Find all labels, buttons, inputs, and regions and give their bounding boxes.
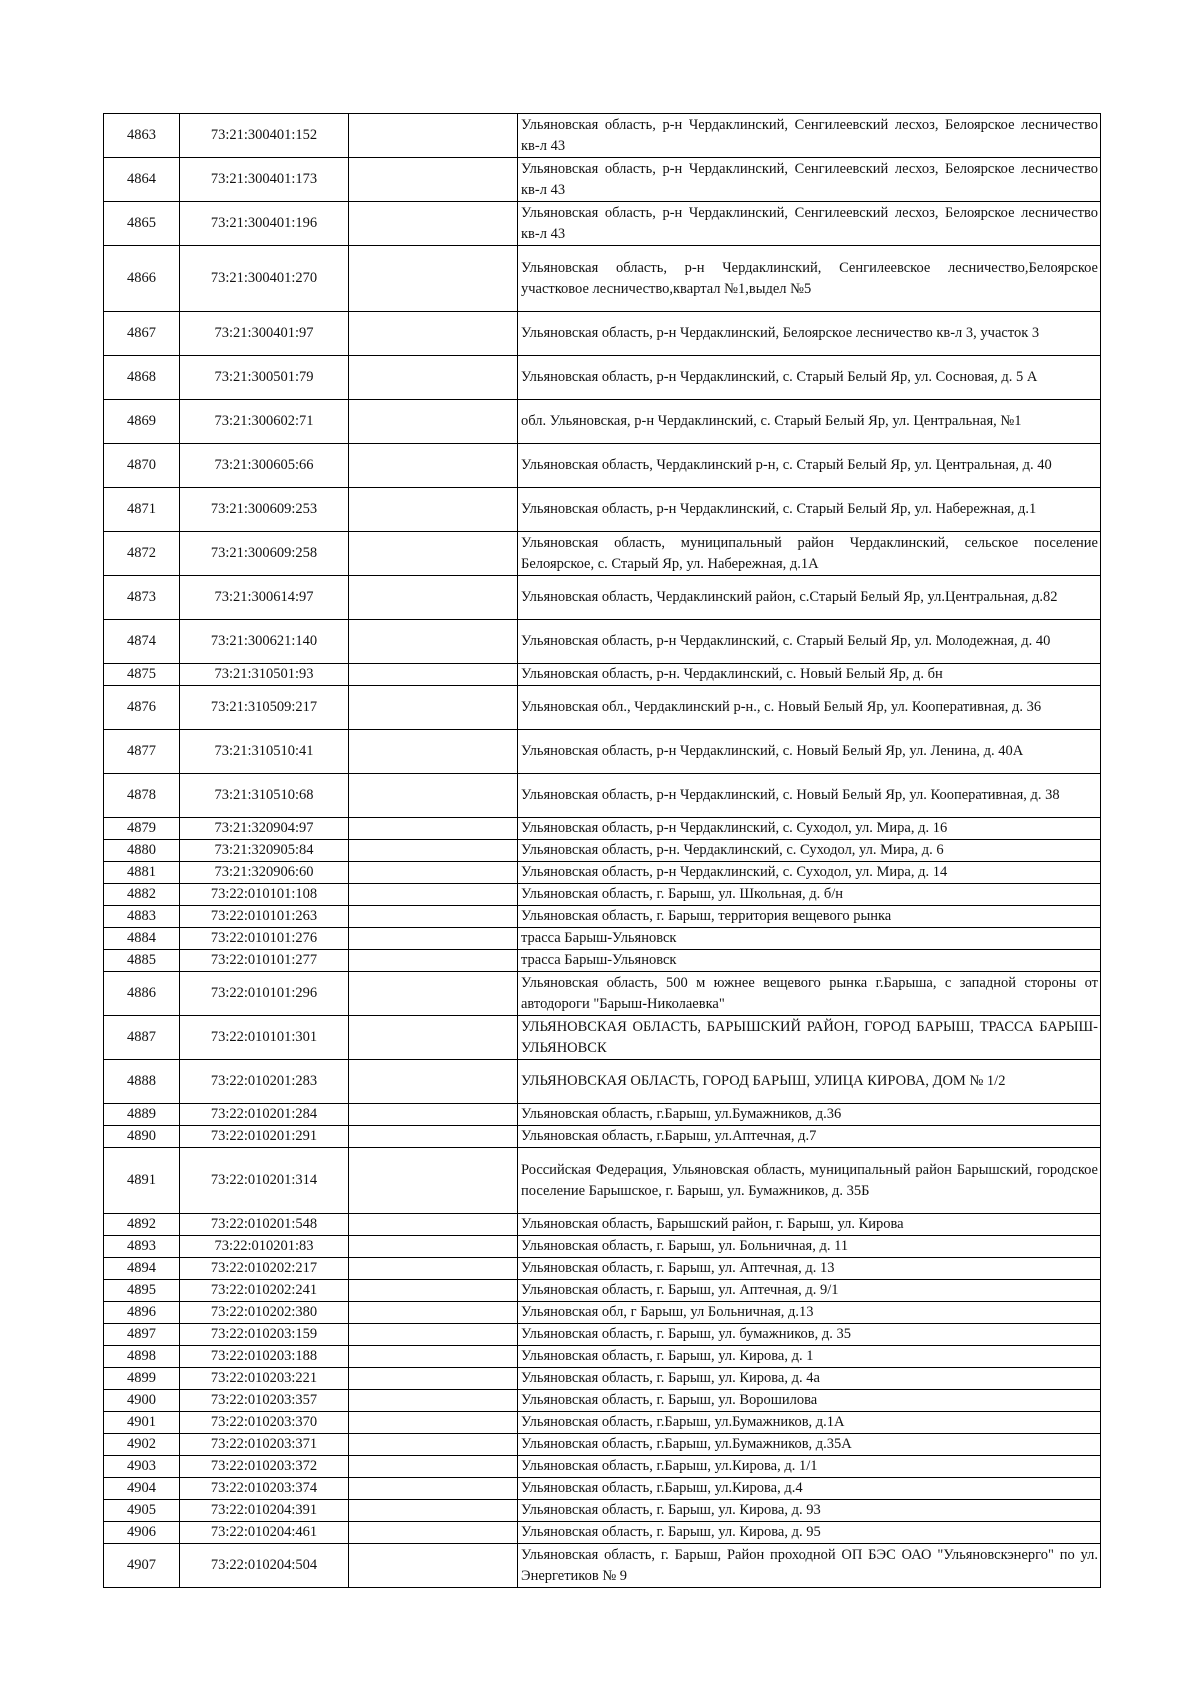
table-row (104, 1544, 1101, 1588)
row-number-cell: 4890 (104, 1126, 180, 1148)
cadastral-number-cell: 73:21:300401:152 (180, 114, 349, 158)
empty-cell (349, 620, 518, 664)
table-row (104, 1324, 1101, 1346)
cadastral-number-cell: 73:22:010101:301 (180, 1016, 349, 1060)
cadastral-number-cell: 73:21:300609:253 (180, 488, 349, 532)
row-number-cell: 4892 (104, 1214, 180, 1236)
table-row (104, 774, 1101, 818)
address-cell: Ульяновская область, г. Барыш, ул. Кирова, д. 95 (518, 1522, 1101, 1544)
address-cell: трасса Барыш-Ульяновск (518, 928, 1101, 950)
empty-cell (349, 1522, 518, 1544)
cadastral-number-cell: 73:21:310510:41 (180, 730, 349, 774)
address-cell: УЛЬЯНОВСКАЯ ОБЛАСТЬ, ГОРОД БАРЫШ, УЛИЦА КИРОВА, ДОМ № 1/2 (518, 1060, 1101, 1104)
row-number-cell: 4876 (104, 686, 180, 730)
row-number-cell: 4863 (104, 114, 180, 158)
address-cell: Ульяновская область, г. Барыш, ул. бумажников, д. 35 (518, 1324, 1101, 1346)
address-cell: Ульяновская область, г. Барыш, ул. Кирова, д. 1 (518, 1346, 1101, 1368)
table-row (104, 928, 1101, 950)
cadastral-number-cell: 73:21:300602:71 (180, 400, 349, 444)
address-cell: Ульяновская область, муниципальный район Чердаклинский, сельское поселение Белоярское, с. Старый Яр, ул. Набережная, д.1А (518, 532, 1101, 576)
empty-cell (349, 1390, 518, 1412)
address-cell: Ульяновская область, р-н Чердаклинский, Сенгилеевский лесхоз, Белоярское лесничество кв-л 43 (518, 158, 1101, 202)
empty-cell (349, 1456, 518, 1478)
cadastral-number-cell: 73:21:300609:258 (180, 532, 349, 576)
address-cell: Ульяновская область, р-н Чердаклинский, Сенгилеевский лесхоз, Белоярское лесничество кв-л 43 (518, 114, 1101, 158)
table-row (104, 1258, 1101, 1280)
address-cell: Ульяновская область, р-н Чердаклинский, Сенгилеевское лесничество,Белоярское участковое лесничество,квартал №1,выдел №5 (518, 246, 1101, 312)
cadastral-number-cell: 73:22:010203:374 (180, 1478, 349, 1500)
table-row (104, 1346, 1101, 1368)
table-row (104, 1016, 1101, 1060)
row-number-cell: 4885 (104, 950, 180, 972)
cadastral-number-cell: 73:22:010203:357 (180, 1390, 349, 1412)
row-number-cell: 4879 (104, 818, 180, 840)
table-row (104, 1500, 1101, 1522)
address-cell: Российская Федерация, Ульяновская область, муниципальный район Барышский, городское поселение Барышское, г. Барыш, ул. Бумажников, д. 35Б (518, 1148, 1101, 1214)
empty-cell (349, 202, 518, 246)
address-cell: Ульяновская область, р-н. Чердаклинский, с. Новый Белый Яр, д. бн (518, 664, 1101, 686)
address-cell: Ульяновская область, г.Барыш, ул.Аптечная, д.7 (518, 1126, 1101, 1148)
table-row (104, 1214, 1101, 1236)
address-cell: Ульяновская обл, г Барыш, ул Больничная, д.13 (518, 1302, 1101, 1324)
cadastral-number-cell: 73:22:010202:241 (180, 1280, 349, 1302)
row-number-cell: 4887 (104, 1016, 180, 1060)
empty-cell (349, 1280, 518, 1302)
row-number-cell: 4865 (104, 202, 180, 246)
row-number-cell: 4888 (104, 1060, 180, 1104)
cadastral-number-cell: 73:22:010201:283 (180, 1060, 349, 1104)
row-number-cell: 4864 (104, 158, 180, 202)
table-row (104, 906, 1101, 928)
row-number-cell: 4900 (104, 1390, 180, 1412)
row-number-cell: 4872 (104, 532, 180, 576)
row-number-cell: 4904 (104, 1478, 180, 1500)
cadastral-number-cell: 73:22:010203:371 (180, 1434, 349, 1456)
address-cell: Ульяновская область, р-н Чердаклинский, с. Суходол, ул. Мира, д. 16 (518, 818, 1101, 840)
table-row (104, 1060, 1101, 1104)
table-row (104, 532, 1101, 576)
empty-cell (349, 1324, 518, 1346)
row-number-cell: 4873 (104, 576, 180, 620)
address-cell: УЛЬЯНОВСКАЯ ОБЛАСТЬ, БАРЫШСКИЙ РАЙОН, ГОРОД БАРЫШ, ТРАССА БАРЫШ-УЛЬЯНОВСК (518, 1016, 1101, 1060)
empty-cell (349, 576, 518, 620)
row-number-cell: 4868 (104, 356, 180, 400)
address-cell: Ульяновская область, г.Барыш, ул.Бумажников, д.36 (518, 1104, 1101, 1126)
cadastral-number-cell: 73:22:010204:391 (180, 1500, 349, 1522)
row-number-cell: 4905 (104, 1500, 180, 1522)
empty-cell (349, 158, 518, 202)
empty-cell (349, 1258, 518, 1280)
cadastral-number-cell: 73:22:010203:372 (180, 1456, 349, 1478)
cadastral-number-cell: 73:22:010201:83 (180, 1236, 349, 1258)
empty-cell (349, 928, 518, 950)
table-row (104, 972, 1101, 1016)
address-cell: Ульяновская обл., Чердаклинский р-н., с. Новый Белый Яр, ул. Кооперативная, д. 36 (518, 686, 1101, 730)
address-cell: Ульяновская область, г. Барыш, ул. Школьная, д. б/н (518, 884, 1101, 906)
row-number-cell: 4891 (104, 1148, 180, 1214)
row-number-cell: 4869 (104, 400, 180, 444)
cadastral-number-cell: 73:22:010202:217 (180, 1258, 349, 1280)
address-cell: Ульяновская область, 500 м южнее вещевого рынка г.Барыша, с западной стороны от автодороги "Барыш-Николаевка" (518, 972, 1101, 1016)
table-row (104, 1280, 1101, 1302)
table-row (104, 620, 1101, 664)
row-number-cell: 4901 (104, 1412, 180, 1434)
empty-cell (349, 1544, 518, 1588)
table-body (104, 114, 1101, 1588)
table-row (104, 664, 1101, 686)
empty-cell (349, 1478, 518, 1500)
cadastral-number-cell: 73:21:320906:60 (180, 862, 349, 884)
table-row (104, 1456, 1101, 1478)
cadastral-number-cell: 73:21:300605:66 (180, 444, 349, 488)
row-number-cell: 4897 (104, 1324, 180, 1346)
empty-cell (349, 1368, 518, 1390)
cadastral-number-cell: 73:21:300614:97 (180, 576, 349, 620)
address-cell: Ульяновская область, р-н Чердаклинский, Сенгилеевский лесхоз, Белоярское лесничество кв-л 43 (518, 202, 1101, 246)
table-row (104, 576, 1101, 620)
empty-cell (349, 356, 518, 400)
table-row (104, 1104, 1101, 1126)
empty-cell (349, 1434, 518, 1456)
empty-cell (349, 1346, 518, 1368)
table-row (104, 1478, 1101, 1500)
address-cell: Ульяновская область, г.Барыш, ул.Кирова, д.4 (518, 1478, 1101, 1500)
cadastral-number-cell: 73:22:010201:314 (180, 1148, 349, 1214)
empty-cell (349, 950, 518, 972)
empty-cell (349, 1302, 518, 1324)
table-row (104, 1126, 1101, 1148)
empty-cell (349, 1126, 518, 1148)
cadastral-number-cell: 73:21:310501:93 (180, 664, 349, 686)
empty-cell (349, 114, 518, 158)
empty-cell (349, 884, 518, 906)
cadastral-number-cell: 73:22:010203:188 (180, 1346, 349, 1368)
address-cell: Ульяновская область, р-н Чердаклинский, с. Новый Белый Яр, ул. Кооперативная, д. 38 (518, 774, 1101, 818)
table-row (104, 488, 1101, 532)
table-row (104, 840, 1101, 862)
row-number-cell: 4894 (104, 1258, 180, 1280)
empty-cell (349, 774, 518, 818)
address-cell: Ульяновская область, р-н Чердаклинский, с. Суходол, ул. Мира, д. 14 (518, 862, 1101, 884)
empty-cell (349, 1104, 518, 1126)
empty-cell (349, 312, 518, 356)
address-cell: Ульяновская область, Чердаклинский район, с.Старый Белый Яр, ул.Центральная, д.82 (518, 576, 1101, 620)
address-cell: Ульяновская область, г. Барыш, ул. Кирова, д. 4а (518, 1368, 1101, 1390)
table-row (104, 114, 1101, 158)
row-number-cell: 4889 (104, 1104, 180, 1126)
table-row (104, 444, 1101, 488)
cadastral-number-cell: 73:21:300501:79 (180, 356, 349, 400)
address-cell: Ульяновская область, г. Барыш, ул. Аптечная, д. 9/1 (518, 1280, 1101, 1302)
empty-cell (349, 444, 518, 488)
empty-cell (349, 1500, 518, 1522)
table-row (104, 884, 1101, 906)
row-number-cell: 4902 (104, 1434, 180, 1456)
row-number-cell: 4906 (104, 1522, 180, 1544)
table-row (104, 246, 1101, 312)
cadastral-number-cell: 73:22:010203:221 (180, 1368, 349, 1390)
cadastral-number-cell: 73:21:300621:140 (180, 620, 349, 664)
table-row (104, 1302, 1101, 1324)
cadastral-number-cell: 73:22:010204:504 (180, 1544, 349, 1588)
row-number-cell: 4871 (104, 488, 180, 532)
cadastral-number-cell: 73:21:320905:84 (180, 840, 349, 862)
cadastral-number-cell: 73:21:310510:68 (180, 774, 349, 818)
address-cell: Ульяновская область, г.Барыш, ул.Бумажников, д.35А (518, 1434, 1101, 1456)
address-cell: Ульяновская область, р-н Чердаклинский, с. Новый Белый Яр, ул. Ленина, д. 40А (518, 730, 1101, 774)
cadastral-number-cell: 73:22:010101:277 (180, 950, 349, 972)
land-parcel-table (103, 113, 1101, 1588)
address-cell: Ульяновская область, р-н. Чердаклинский, с. Суходол, ул. Мира, д. 6 (518, 840, 1101, 862)
address-cell: Ульяновская область, р-н Чердаклинский, Белоярское лесничество кв-л 3, участок 3 (518, 312, 1101, 356)
address-cell: Ульяновская область, Барышский район, г. Барыш, ул. Кирова (518, 1214, 1101, 1236)
address-cell: Ульяновская область, г. Барыш, ул. Кирова, д. 93 (518, 1500, 1101, 1522)
table-row (104, 1434, 1101, 1456)
row-number-cell: 4903 (104, 1456, 180, 1478)
cadastral-number-cell: 73:22:010101:276 (180, 928, 349, 950)
table-row (104, 1368, 1101, 1390)
table-row (104, 1390, 1101, 1412)
empty-cell (349, 488, 518, 532)
empty-cell (349, 400, 518, 444)
cadastral-number-cell: 73:22:010201:548 (180, 1214, 349, 1236)
row-number-cell: 4880 (104, 840, 180, 862)
address-cell: Ульяновская область, г. Барыш, Район проходной ОП БЭС ОАО "Ульяновскэнерго" по ул. Энергетиков № 9 (518, 1544, 1101, 1588)
row-number-cell: 4877 (104, 730, 180, 774)
table-row (104, 686, 1101, 730)
cadastral-number-cell: 73:21:320904:97 (180, 818, 349, 840)
row-number-cell: 4907 (104, 1544, 180, 1588)
empty-cell (349, 840, 518, 862)
cadastral-number-cell: 73:21:300401:196 (180, 202, 349, 246)
cadastral-number-cell: 73:21:300401:97 (180, 312, 349, 356)
table-row (104, 1412, 1101, 1434)
table-row (104, 312, 1101, 356)
table-row (104, 158, 1101, 202)
empty-cell (349, 1060, 518, 1104)
empty-cell (349, 862, 518, 884)
empty-cell (349, 1148, 518, 1214)
row-number-cell: 4882 (104, 884, 180, 906)
cadastral-number-cell: 73:22:010101:296 (180, 972, 349, 1016)
table-row (104, 1522, 1101, 1544)
table-row (104, 950, 1101, 972)
empty-cell (349, 664, 518, 686)
row-number-cell: 4895 (104, 1280, 180, 1302)
table-row (104, 862, 1101, 884)
row-number-cell: 4875 (104, 664, 180, 686)
cadastral-number-cell: 73:21:300401:270 (180, 246, 349, 312)
address-cell: обл. Ульяновская, р-н Чердаклинский, с. Старый Белый Яр, ул. Центральная, №1 (518, 400, 1101, 444)
empty-cell (349, 1412, 518, 1434)
empty-cell (349, 532, 518, 576)
cadastral-number-cell: 73:21:300401:173 (180, 158, 349, 202)
address-cell: Ульяновская область, г. Барыш, ул. Ворошилова (518, 1390, 1101, 1412)
empty-cell (349, 686, 518, 730)
address-cell: Ульяновская область, р-н Чердаклинский, с. Старый Белый Яр, ул. Набережная, д.1 (518, 488, 1101, 532)
row-number-cell: 4874 (104, 620, 180, 664)
row-number-cell: 4899 (104, 1368, 180, 1390)
row-number-cell: 4896 (104, 1302, 180, 1324)
row-number-cell: 4884 (104, 928, 180, 950)
row-number-cell: 4883 (104, 906, 180, 928)
empty-cell (349, 1016, 518, 1060)
table-row (104, 1148, 1101, 1214)
address-cell: Ульяновская область, г. Барыш, ул. Больничная, д. 11 (518, 1236, 1101, 1258)
address-cell: Ульяновская область, р-н Чердаклинский, с. Старый Белый Яр, ул. Сосновая, д. 5 А (518, 356, 1101, 400)
empty-cell (349, 1236, 518, 1258)
cadastral-number-cell: 73:22:010203:159 (180, 1324, 349, 1346)
empty-cell (349, 730, 518, 774)
address-cell: Ульяновская область, р-н Чердаклинский, с. Старый Белый Яр, ул. Молодежная, д. 40 (518, 620, 1101, 664)
address-cell: Ульяновская область, г.Барыш, ул.Бумажников, д.1А (518, 1412, 1101, 1434)
row-number-cell: 4893 (104, 1236, 180, 1258)
row-number-cell: 4870 (104, 444, 180, 488)
empty-cell (349, 972, 518, 1016)
address-cell: Ульяновская область, г.Барыш, ул.Кирова, д. 1/1 (518, 1456, 1101, 1478)
table-row (104, 202, 1101, 246)
row-number-cell: 4866 (104, 246, 180, 312)
empty-cell (349, 1214, 518, 1236)
row-number-cell: 4878 (104, 774, 180, 818)
cadastral-number-cell: 73:22:010101:263 (180, 906, 349, 928)
address-cell: Ульяновская область, Чердаклинский р-н, с. Старый Белый Яр, ул. Центральная, д. 40 (518, 444, 1101, 488)
table-row (104, 400, 1101, 444)
table-row (104, 356, 1101, 400)
row-number-cell: 4881 (104, 862, 180, 884)
empty-cell (349, 906, 518, 928)
cadastral-number-cell: 73:22:010201:284 (180, 1104, 349, 1126)
cadastral-number-cell: 73:22:010204:461 (180, 1522, 349, 1544)
empty-cell (349, 246, 518, 312)
address-cell: Ульяновская область, г. Барыш, территория вещевого рынка (518, 906, 1101, 928)
cadastral-number-cell: 73:21:310509:217 (180, 686, 349, 730)
empty-cell (349, 818, 518, 840)
cadastral-number-cell: 73:22:010201:291 (180, 1126, 349, 1148)
table-row (104, 730, 1101, 774)
table-row (104, 1236, 1101, 1258)
row-number-cell: 4898 (104, 1346, 180, 1368)
cadastral-number-cell: 73:22:010202:380 (180, 1302, 349, 1324)
cadastral-number-cell: 73:22:010101:108 (180, 884, 349, 906)
address-cell: Ульяновская область, г. Барыш, ул. Аптечная, д. 13 (518, 1258, 1101, 1280)
table-row (104, 818, 1101, 840)
cadastral-number-cell: 73:22:010203:370 (180, 1412, 349, 1434)
row-number-cell: 4886 (104, 972, 180, 1016)
row-number-cell: 4867 (104, 312, 180, 356)
address-cell: трасса Барыш-Ульяновск (518, 950, 1101, 972)
